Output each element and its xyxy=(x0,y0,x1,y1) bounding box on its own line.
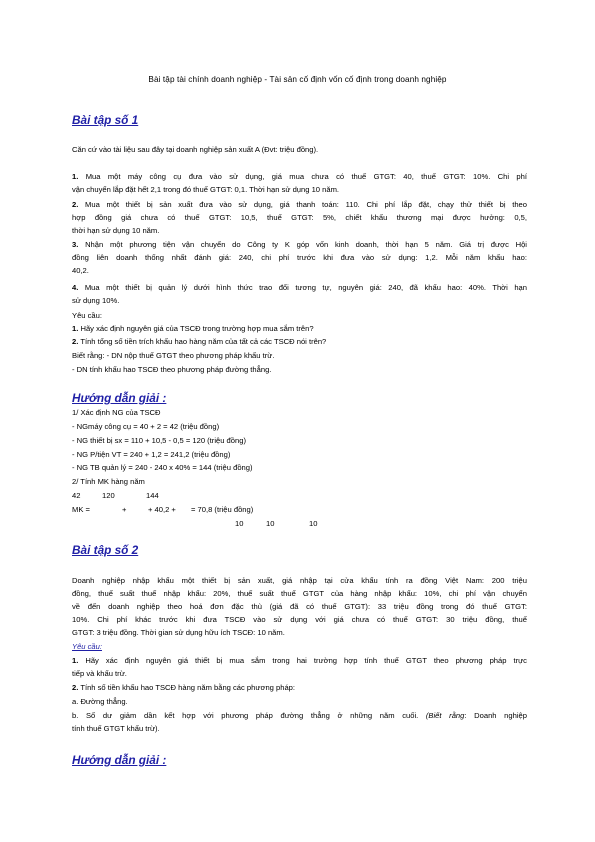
ex1-item-2-number: 2. xyxy=(72,200,79,209)
ex2-req-1-text: Hãy xác định nguyên giá thiết bị mua sắm trong hai trường hợp tính thuế GTGT theo phương pháp trực xyxy=(85,656,527,665)
ex2-option-b-line-2: tính thuế GTGT khấu trừ). xyxy=(72,724,160,733)
exercise-1-heading: Bài tập số 1 xyxy=(72,113,139,127)
ex1-requirements-label: Yêu cầu: xyxy=(72,311,102,320)
ex2-req-2-text: Tính số tiền khấu hao TSCĐ hàng năm bằng các phương pháp: xyxy=(80,683,295,692)
exercise-2-heading: Bài tập số 2 xyxy=(72,543,139,557)
plus-sign-1: + xyxy=(122,505,127,514)
ex1-item-2-line-3: thời hạn sử dụng 10 năm. xyxy=(72,226,160,235)
ex2-requirement-1-line-1 xyxy=(72,656,527,666)
ex2-option-b-text: b. Số dư giảm dần kết hợp với phương pháp đường thẳng ở những năm cuối. xyxy=(72,711,426,720)
ex1-req-2-text: Tính tổng số tiền trích khấu hao hàng năm của tất cả các TSCĐ nói trên? xyxy=(80,337,327,346)
ex1-item-1-text: Mua một máy công cụ đưa vào sử dụng, giá mua chưa có thuế GTGT: 40, thuế GTGT: 10%. Chi phí xyxy=(85,172,527,181)
ex1-item-4-text: Mua một thiết bị quản lý dưới hình thức trao đổi tương tự, nguyên giá: 240, đã khấu hao: 40%. Thời hạn xyxy=(84,283,527,292)
ex1-item-3-text: Nhận một phương tiện vận chuyển do Công ty K góp vốn kinh doanh, thời hạn 5 năm. Giá trị được Hội xyxy=(85,240,527,249)
sol1-line-1: 1/ Xác định NG của TSCĐ xyxy=(72,408,161,417)
ex1-item-3-line-1 xyxy=(72,240,527,250)
ex1-item-4-line-1 xyxy=(72,283,527,293)
solution-2-heading: Hướng dẫn giải : xyxy=(72,753,167,767)
mk-result: = 70,8 (triệu đồng) xyxy=(191,505,254,514)
ex1-item-4-line-2: sử dụng 10%. xyxy=(72,296,120,305)
ex2-option-b-line-1 xyxy=(72,711,527,721)
fraction-numerator-2: 120 xyxy=(102,491,115,500)
fraction-denominator-2: 10 xyxy=(266,519,275,528)
ex1-item-2-line-2: hợp đồng giá chưa có thuế GTGT: 10,5, thuế GTGT: 5%, chiết khấu thương mại được hưởng: 0,5, xyxy=(72,213,527,222)
ex2-paragraph-line-3: về đến doanh nghiệp theo hoá đơn đặc thù (giá đã có thuế GTGT): 33 triệu đồng trong đó thuế GTGT: xyxy=(72,602,527,611)
ex2-requirement-1-line-2: tiếp và khấu trừ. xyxy=(72,669,127,678)
ex1-req-1-text: Hãy xác định nguyên giá của TSCĐ trong trường hợp mua sắm trên? xyxy=(80,324,314,333)
ex1-item-3-number: 3. xyxy=(72,240,79,249)
sol1-line-6: 2/ Tính MK hàng năm xyxy=(72,477,145,486)
ex2-option-a: a. Đường thẳng. xyxy=(72,697,128,706)
ex2-paragraph-line-5: GTGT: 3 triệu đồng. Thời gian sử dụng hữu ích TSCĐ: 10 năm. xyxy=(72,628,285,637)
ex2-requirement-2 xyxy=(72,683,527,693)
ex2-req-1-number: 1. xyxy=(72,656,79,665)
sol1-line-4: - NG P/tiện VT = 240 + 1,2 = 241,2 (triệu đồng) xyxy=(72,450,231,459)
ex2-paragraph-line-4: 10%. Chi phí khác trước khi đưa TSCĐ vào sử dụng với giá chưa có thuế GTGT: 30 triệu đồng, thuế xyxy=(72,615,527,624)
ex2-requirements-label: Yêu cầu: xyxy=(72,642,102,651)
fraction-numerator-1: 42 xyxy=(72,491,81,500)
ex1-item-2-text: Mua một thiết bị sản xuất đưa vào sử dụng, giá thanh toán: 110. Chi phí lắp đặt, chạy thử thiết bị theo xyxy=(85,200,527,209)
sol1-line-2: - NGmáy công cụ = 40 + 2 = 42 (triệu đồng) xyxy=(72,422,220,431)
ex1-requirement-2 xyxy=(72,337,527,347)
ex1-req-2-number: 2. xyxy=(72,337,79,346)
ex1-requirement-1 xyxy=(72,324,527,334)
sol1-line-5: - NG TB quản lý = 240 - 240 x 40% = 144 (triệu đồng) xyxy=(72,463,253,472)
sol1-line-3: - NG thiết bị sx = 110 + 10,5 - 0,5 = 120 (triệu đồng) xyxy=(72,436,246,445)
ex1-item-1-line-2: vận chuyển lắp đặt hết 2,1 trong đó thuế GTGT: 0,1. Thời hạn sử dụng 10 năm. xyxy=(72,185,340,194)
exercise-1-intro: Căn cứ vào tài liệu sau đây tại doanh nghiệp sản xuất A (Đvt: triệu đồng). xyxy=(72,145,319,154)
fraction-denominator-3: 10 xyxy=(309,519,318,528)
solution-1-heading: Hướng dẫn giải : xyxy=(72,391,167,405)
fraction-denominator-1: 10 xyxy=(235,519,244,528)
ex2-option-b-italic: (Biết rằng xyxy=(425,711,465,720)
ex2-req-2-number: 2. xyxy=(72,683,79,692)
ex1-item-2-line-1 xyxy=(72,200,527,210)
ex1-item-3-line-3: 40,2. xyxy=(72,266,89,275)
ex2-option-b-rest: : Doanh nghiệp xyxy=(464,711,527,720)
ex1-note-2: - DN tính khấu hao TSCĐ theo phương pháp đường thẳng. xyxy=(72,365,272,374)
ex1-note-1: Biết rằng: - DN nộp thuế GTGT theo phương pháp khấu trừ. xyxy=(72,351,275,360)
plus-sign-2: + 40,2 + xyxy=(148,505,176,514)
ex1-item-1-number: 1. xyxy=(72,172,79,181)
ex1-item-4-number: 4. xyxy=(72,283,79,292)
ex1-item-3-line-2: đồng liên doanh thống nhất đánh giá: 240, chi phí trước khi đưa vào sử dụng: 1,2. Mỗi năm khấu hao: xyxy=(72,253,527,262)
mk-label: MK = xyxy=(72,505,90,514)
ex1-item-1-line-1 xyxy=(72,172,527,182)
fraction-numerator-3: 144 xyxy=(146,491,159,500)
document-title: Bài tập tài chính doanh nghiệp - Tài sản cố định vốn cố định trong doanh nghiệp xyxy=(148,75,447,84)
ex2-paragraph-line-2: đồng, thuế suất thuế nhập khẩu: 20%, thuế suất thuế GTGT của hàng nhập khẩu: 10%, chi phí vận chuyển xyxy=(72,589,527,598)
ex1-req-1-number: 1. xyxy=(72,324,79,333)
ex2-paragraph-line-1: Doanh nghiệp nhập khẩu một thiết bị sản xuất, giá nhập tại cửa khẩu tính ra đồng Việt Nam: 200 triệu xyxy=(72,576,527,585)
